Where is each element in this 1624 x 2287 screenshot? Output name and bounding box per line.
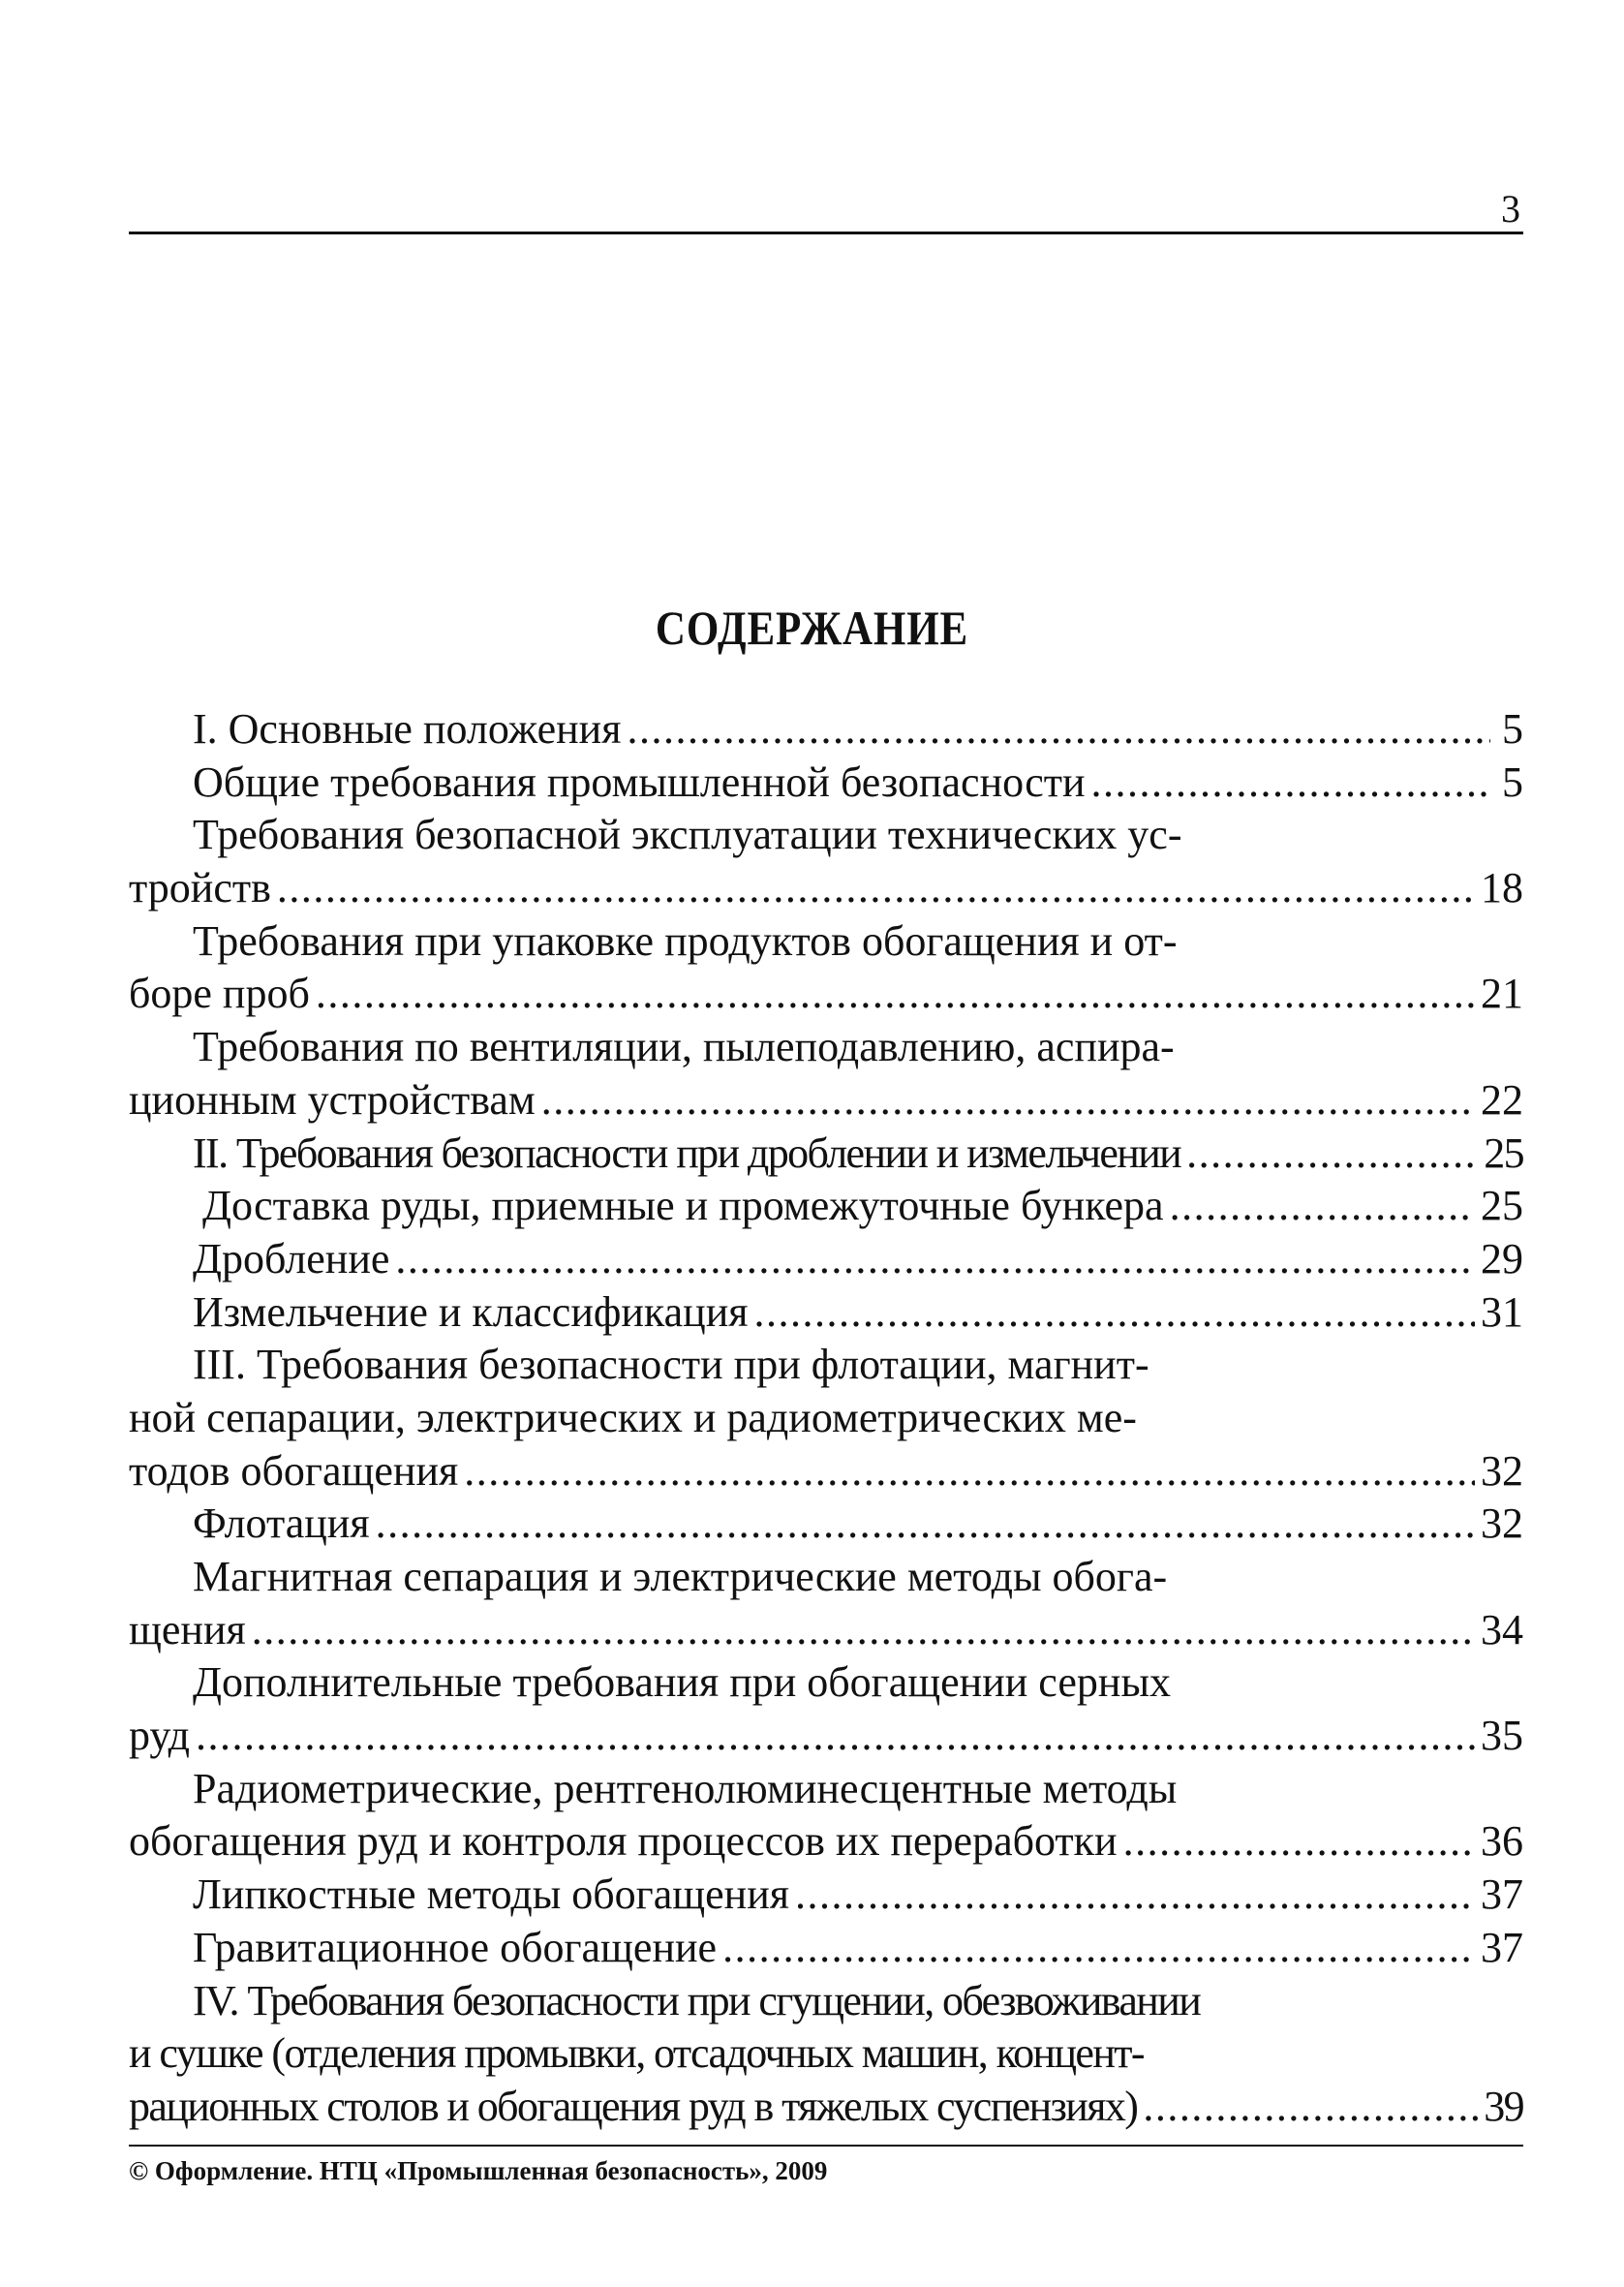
footer-rule bbox=[129, 2145, 1523, 2147]
toc-entry-page: 32 bbox=[1481, 1499, 1523, 1548]
toc-entry bbox=[129, 757, 1523, 810]
toc-entry-title-line: Требования по вентиляции, пылеподавлению, аспира- bbox=[193, 1023, 1175, 1071]
dot-leader bbox=[1091, 757, 1490, 810]
toc-entry-page: 5 bbox=[1502, 757, 1523, 806]
toc-entry bbox=[129, 703, 1523, 757]
toc-entry bbox=[129, 1922, 1523, 1975]
toc-entry-page: 21 bbox=[1481, 970, 1523, 1018]
toc-entry-title: Липкостные методы обогащения bbox=[193, 1870, 789, 1919]
toc-entry-title: тройств bbox=[129, 864, 271, 912]
toc-entry-title-line: и сушке (отделения промывки, отсадочных машин, концент- bbox=[129, 2029, 1144, 2078]
page-title: СОДЕРЖАНИЕ bbox=[655, 601, 969, 655]
toc-entry-page: 34 bbox=[1481, 1605, 1523, 1653]
toc-entry bbox=[129, 1445, 1523, 1499]
dot-leader bbox=[754, 1286, 1475, 1340]
toc-entry-page: 37 bbox=[1481, 1923, 1523, 1971]
toc-entry-page: 39 bbox=[1484, 2082, 1523, 2130]
toc-entry-title: Общие требования промышленной безопасности bbox=[193, 757, 1086, 806]
dot-leader bbox=[277, 862, 1475, 915]
toc-entry-title-line: IV. Требования безопасности при сгущении, обезвоживании bbox=[193, 1976, 1201, 2024]
toc-entry-title: ционным устройствам bbox=[129, 1075, 536, 1124]
toc-entry bbox=[129, 1180, 1523, 1233]
toc-entry-title: II. Требования безопасности при дроблении и измельчении bbox=[193, 1128, 1181, 1177]
dot-leader bbox=[627, 703, 1490, 757]
toc-entry bbox=[129, 1604, 1523, 1657]
toc-entry-title-line: III. Требования безопасности при флотации, магнит- bbox=[193, 1341, 1149, 1389]
toc-entry bbox=[129, 2081, 1523, 2134]
toc-entry-title-line: Дополнительные требования при обогащении серных bbox=[193, 1658, 1172, 1707]
toc-entry-title: I. Основные положения bbox=[193, 705, 622, 753]
toc-entry-title: боре проб bbox=[129, 970, 310, 1018]
dot-leader bbox=[795, 1869, 1475, 1922]
table-of-contents bbox=[129, 703, 1523, 2134]
toc-entry-title: Измельчение и классификация bbox=[193, 1287, 749, 1336]
toc-entry-page: 29 bbox=[1481, 1234, 1523, 1283]
toc-entry-title-line: Требования при упаковке продуктов обогащения и от- bbox=[193, 916, 1178, 965]
dot-leader bbox=[464, 1445, 1475, 1499]
toc-entry-title: Доставка руды, приемные и промежуточные бункера bbox=[202, 1182, 1164, 1230]
dot-leader bbox=[1143, 2081, 1478, 2134]
toc-entry-page: 31 bbox=[1481, 1287, 1523, 1336]
toc-entry-page: 32 bbox=[1481, 1446, 1523, 1495]
toc-entry-title-line: Радиометрические, рентгенолюминесцентные методы bbox=[193, 1764, 1178, 1812]
dot-leader bbox=[1123, 1815, 1475, 1869]
toc-entry-page: 35 bbox=[1481, 1712, 1523, 1760]
toc-entry-title: Гравитационное обогащение bbox=[193, 1923, 718, 1971]
toc-entry-page: 22 bbox=[1481, 1075, 1523, 1124]
dot-leader bbox=[1170, 1180, 1475, 1233]
dot-leader bbox=[1186, 1128, 1478, 1181]
toc-entry bbox=[129, 1286, 1523, 1340]
toc-entry bbox=[129, 862, 1523, 915]
toc-entry bbox=[129, 1710, 1523, 1763]
toc-entry bbox=[129, 968, 1523, 1021]
toc-entry-page: 25 bbox=[1481, 1182, 1523, 1230]
toc-entry bbox=[129, 1128, 1523, 1181]
dot-leader bbox=[252, 1604, 1475, 1657]
page-number: 3 bbox=[1501, 187, 1520, 231]
toc-entry-page: 36 bbox=[1481, 1817, 1523, 1866]
toc-entry-title: щения bbox=[129, 1605, 246, 1653]
toc-entry-page: 37 bbox=[1481, 1870, 1523, 1919]
dot-leader bbox=[541, 1074, 1475, 1128]
toc-entry-page: 5 bbox=[1502, 705, 1523, 753]
toc-entry-title: тодов обогащения bbox=[129, 1446, 459, 1495]
toc-entry bbox=[129, 1869, 1523, 1922]
toc-entry-title: рационных столов и обогащения руд в тяжелых суспензиях) bbox=[129, 2082, 1138, 2130]
toc-entry-page: 25 bbox=[1484, 1128, 1523, 1177]
dot-leader bbox=[722, 1922, 1475, 1975]
toc-entry-title-line: Магнитная сепарация и электрические методы обога- bbox=[193, 1553, 1168, 1600]
toc-entry-page: 18 bbox=[1481, 864, 1523, 912]
toc-entry-title: руд bbox=[129, 1712, 191, 1760]
toc-entry-title: Дробление bbox=[193, 1234, 390, 1283]
toc-entry-title: обогащения руд и контроля процессов их переработки bbox=[129, 1817, 1118, 1866]
toc-entry bbox=[129, 1498, 1523, 1551]
dot-leader bbox=[316, 968, 1475, 1021]
toc-entry bbox=[129, 1233, 1523, 1286]
dot-leader bbox=[376, 1498, 1475, 1551]
dot-leader bbox=[196, 1710, 1475, 1763]
dot-leader bbox=[395, 1233, 1475, 1286]
toc-entry-title: Флотация bbox=[193, 1499, 370, 1548]
toc-entry-title-line: Требования безопасной эксплуатации технических ус- bbox=[193, 811, 1182, 859]
copyright-footer: © Оформление. НТЦ «Промышленная безопасность», 2009 bbox=[129, 2156, 828, 2185]
toc-entry bbox=[129, 1074, 1523, 1128]
toc-entry bbox=[129, 1815, 1523, 1869]
header-rule bbox=[129, 232, 1523, 234]
toc-entry-title-line: ной сепарации, электрических и радиометрических ме- bbox=[129, 1393, 1137, 1441]
